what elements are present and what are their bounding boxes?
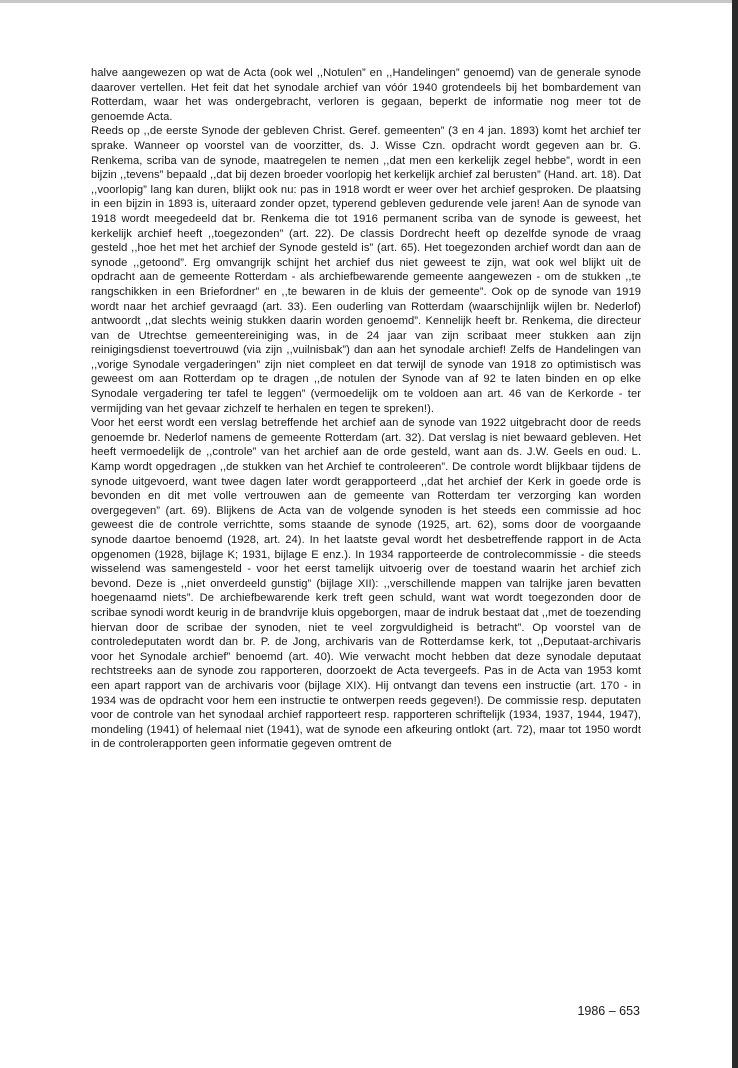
paragraph-1: halve aangewezen op wat de Acta (ook wel ,,Notulen” en ,,Handelingen” genoemd) van de generale synode daarover vertellen. Het feit dat het synodale archief van vóór 1940 grotendeels bij het bombardement van Rotterdam, waar het was ondergebracht, verloren is gegaan, beperkt de informatie nog meer tot de genoemde Acta. [91, 67, 641, 123]
paragraph-2: Reeds op ,,de eerste Synode der gebleven Christ. Geref. gemeenten” (3 en 4 jan. 1893) komt het archief ter sprake. Wanneer op voorstel van de voorzitter, ds. J. Wisse Czn. opdracht wordt gegeven aan br. G. Renkema, scriba van de synode, maatregelen te nemen ,,dat men een kerkelijk zegel hebbe”, wordt in een bijzin ,,tevens” bepaald ,,dat bij dezen broeder voorlopig het kerkelijk archief zal berusten” (Hand. art. 18). Dat ,,voorlopig” lang kan duren, blijkt ook nu: pas in 1918 wordt er weer over het archief gesproken. De plaatsing in een bijzin in 1893 is, uiteraard zonder opzet, typerend gebleven gedurende vele jaren! Aan de synode van 1918 wordt meegedeeld dat br. Renkema die tot 1916 permanent scriba van de synode is geweest, het kerkelijk archief heeft ,,toegezonden” (art. 22). De classis Dordrecht heeft op dezelfde synode de vraag gesteld ,,hoe het met het archief der Synode gesteld is” (art. 65). Het toegezonden archief wordt dan aan de synode ,,getoond”. Erg omvangrijk schijnt het archief dus niet geweest te zijn, wat ook wel blijkt uit de opdracht aan de gemeente Rotterdam - als archiefbewarende gemeente aangewezen - om de stukken ,,te rangschikken in een Briefordner” en ,,te bewaren in de kluis der gemeente”. Ook op de synode van 1919 wordt naar het archief gevraagd (art. 33). Een ouderling van Rotterdam (waarschijnlijk wijlen br. Nederlof) antwoordt ,,dat slechts weinig stukken daarin worden genoemd”. Kennelijk heeft br. Renkema, die directeur van de Utrechtse gemeentereiniging was, in de 24 jaar van zijn scribaat meer stukken aan zijn reinigingsdienst toevertrouwd (via zijn ,,vuilnisbak”) dan aan het synodale archief! Zelfs de Handelingen van ,,vorige Synodale vergaderingen” zijn niet compleet en dat terwijl de synode van 1918 zo optimistisch was geweest om aan Rotterdam op te dragen ,,de notulen der Synode van af 92 te laten binden en op elke Synodale vergadering ter tafel te leggen” (vermoedelijk om te voldoen aan art. 46 van de Kerkorde - ter vermijding van het gevaar zichzelf te herhalen en tegen te spreken!). [91, 125, 641, 415]
body-text [91, 66, 641, 752]
paragraph-3: Voor het eerst wordt een verslag betreffende het archief aan de synode van 1922 uitgebracht door de reeds genoemde br. Nederlof namens de gemeente Rotterdam (art. 32). Dat verslag is niet bewaard gebleven. Het heeft vermoedelijk de ,,controle” van het archief aan de orde gesteld, want aan ds. J.W. Geels en oud. L. Kamp wordt opgedragen ,,de stukken van het Archief te controleeren”. De controle wordt blijkbaar tijdens de synode uitgevoerd, want twee dagen later wordt gerapporteerd ,,dat het archief der Kerk in goede orde is bevonden en dit met volle vertrouwen aan de gemeente van Rotterdam ter verzorging kan worden overgegeven” (art. 69). Blijkens de Acta van de volgende synoden is het steeds een commissie ad hoc geweest die de controle verrichtte, soms staande de synode (1925, art. 62), soms door de voorgaande synode daartoe benoemd (1928, art. 24). In het laatste geval wordt het desbetreffende rapport in de Acta opgenomen (1928, bijlage K; 1931, bijlage E enz.). In 1934 rapporteerde de controlecommissie - die steeds wisselend was samengesteld - voor het eerst tamelijk uitvoerig over de toestand waarin het archief zich bevond. Deze is ,,niet onverdeeld gunstig” (bijlage XII): ,,verschillende mappen van talrijke jaren bevatten hoegenaamd niets”. De archiefbewarende kerk treft geen schuld, want wat wordt toegezonden door de scribae synodi wordt keurig in de brandvrije kluis opgeborgen, maar de indruk bestaat dat ,,met de toezending hiervan door de scribae der synoden, niet te veel zorgvuldigheid is betracht”. Op voorstel van de controledeputaten wordt dan br. P. de Jong, archivaris van de Rotterdamse kerk, tot ,,Deputaat-archivaris voor het Synodale archief” benoemd (art. 40). Wie verwacht mocht hebben dat deze synodale deputaat rechtstreeks aan de synode zou rapporteren, doorzoekt de Acta tevergeefs. Pas in de Acta van 1953 komt een apart rapport van de archivaris voor (bijlage XIX). Hij ontvangt dan tevens een instructie (art. 170 - in 1934 was de opdracht voor hem een instructie te ontwerpen reeds gegeven!). De commissie resp. deputaten voor de controle van het synodaal archief rapporteert resp. rapporteren schriftelijk (1934, 1937, 1944, 1947), mondeling (1941) of helemaal niet (1941), wat de synode een afkeuring ontlokt (art. 72), maar tot 1950 wordt in de controlerapporten geen informatie gegeven omtrent de [91, 417, 641, 751]
scan-right-edge [732, 0, 738, 1068]
scan-top-edge [0, 0, 738, 3]
page-number: 1986 – 653 [577, 1004, 640, 1018]
